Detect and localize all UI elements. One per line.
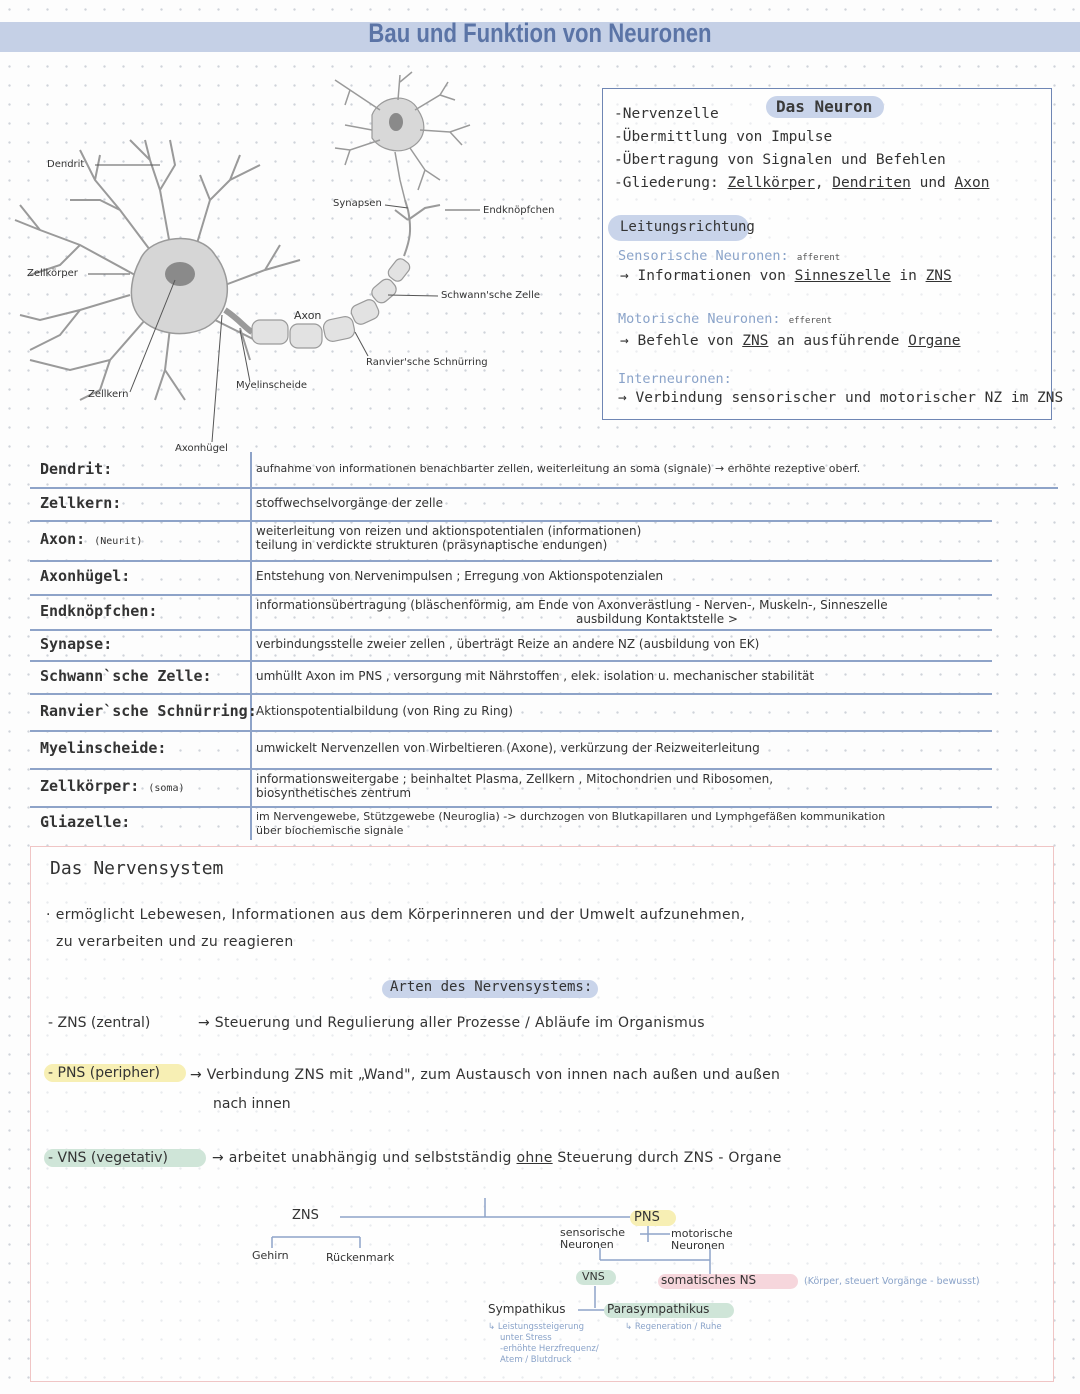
nervensystem-heading: Das Nervensystem xyxy=(50,858,224,879)
page-title: Bau und Funktion von Neuronen xyxy=(368,18,712,48)
label-zellkoerper: Zellkörper xyxy=(27,268,78,279)
myelin-segment xyxy=(322,315,356,343)
term-definition: umhüllt Axon im PNS , versorgung mit Nährstoffen , elek. isolation u. mechanischer stabilität xyxy=(256,668,815,683)
leitungsrichtung-heading: Leitungsrichtung xyxy=(620,219,755,235)
tree-vns: VNS xyxy=(582,1270,605,1283)
term-label: Ranvier`sche Schnürring: xyxy=(40,701,257,720)
term-label: Zellkern: xyxy=(40,493,122,512)
myelin-segment xyxy=(349,297,381,326)
row-separator xyxy=(30,594,992,596)
myelin-segment xyxy=(252,320,288,344)
tree-para-note: ↳ Regeneration / Ruhe xyxy=(625,1322,722,1332)
neuron-line-3: -Übertragung von Signalen und Befehlen xyxy=(614,152,946,168)
term-definition: Aktionspotentialbildung (von Ring zu Ring) xyxy=(256,703,513,718)
row-separator xyxy=(30,730,992,732)
pns-text-2: nach innen xyxy=(213,1096,291,1112)
pns-label: - PNS (peripher) xyxy=(48,1065,160,1081)
label-zellkern: Zellkern xyxy=(88,389,129,400)
term-definition: weiterleitung von reizen und aktionspotentialen (informationen) teilung in verdickte strukturen (präsynaptische endungen) xyxy=(256,524,642,552)
nervensystem-tree xyxy=(0,1190,1080,1320)
tree-zns: ZNS xyxy=(292,1208,319,1223)
term-label: Synapse: xyxy=(40,634,113,653)
term-label: Schwann`sche Zelle: xyxy=(40,666,212,685)
tree-symp-notes: ↳ Leistungssteigerung unter Stress -erhöhte Herzfrequenz/ Atem / Blutdruck xyxy=(488,1322,599,1365)
term-definition: informationsübertragung (bläschenförmig, am Ende von Axonverästlung - Nerven-, Muskeln-, Sinneszelle ausbildung Kontaktstelle > xyxy=(256,598,888,626)
nucleus xyxy=(165,262,195,286)
zns-label: - ZNS (zentral) xyxy=(48,1015,151,1031)
interneuronen-title: Interneuronen: xyxy=(618,371,732,387)
row-separator xyxy=(30,693,992,695)
neuron-gliederung: -Gliederung: Zellkörper, Dendriten und Axon xyxy=(614,175,990,191)
term-definition: im Nervengewebe, Stützgewebe (Neuroglia) -> durchzogen von Blutkapillaren und Lymphgefäßen kommunikation über biochemische signale xyxy=(256,810,886,837)
interneuronen-text: → Verbindung sensorischer und motorischer NZ im ZNS xyxy=(618,390,1064,406)
term-definition: informationsweitergabe ; beinhaltet Plasma, Zellkern , Mitochondrien und Ribosomen, biosynthetisches zentrum xyxy=(256,772,774,800)
upper-neuron-nucleus xyxy=(389,113,403,131)
term-label: Axonhügel: xyxy=(40,567,131,585)
zns-text: → Steuerung und Regulierung aller Prozesse / Abläufe im Organismus xyxy=(198,1015,705,1031)
tree-parasympathikus: Parasympathikus xyxy=(607,1302,710,1316)
tree-rueckenmark: Rückenmark xyxy=(326,1251,395,1264)
label-dendrit: Dendrit xyxy=(47,159,85,170)
neuron-diagram xyxy=(0,70,600,460)
sensorische-text: → Informationen von Sinneszelle in ZNS xyxy=(620,268,952,284)
neuron-line-2: -Übermittlung von Impulse xyxy=(614,129,833,145)
tree-somatisch-note: (Körper, steuert Vorgänge - bewusst) xyxy=(804,1276,980,1287)
motorische-title: Motorische Neuronen: efferent xyxy=(618,311,833,327)
ns-intro-1: · ermöglicht Lebewesen, Informationen aus dem Körperinneren und der Umwelt aufzunehmen, xyxy=(46,907,746,923)
row-separator xyxy=(30,520,992,522)
cell-body xyxy=(131,239,227,334)
term-definition: aufnahme von informationen benachbarter zellen, weiterleitung an soma (signale) → erhöhte rezeptive oberf. xyxy=(256,461,861,475)
term-label: Endknöpfchen: xyxy=(40,601,158,620)
tree-gehirn: Gehirn xyxy=(252,1249,289,1262)
neuron-line-1: -Nervenzelle xyxy=(614,106,719,122)
vns-text: → arbeitet unabhängig und selbstständig ohne Steuerung durch ZNS - Organe xyxy=(212,1150,782,1166)
label-synapsen: Synapsen xyxy=(333,198,382,209)
term-definition: Entstehung von Nervenimpulsen ; Erregung von Aktionspotenzialen xyxy=(256,569,664,583)
term-definition: umwickelt Nervenzellen von Wirbeltieren (Axone), verkürzung der Reizweiterleitung xyxy=(256,741,760,755)
row-separator xyxy=(30,487,1058,489)
tree-pns: PNS xyxy=(634,1210,660,1225)
tree-sympathikus: Sympathikus xyxy=(488,1302,566,1316)
row-separator xyxy=(30,806,992,808)
term-definition: verbindungsstelle zweier zellen , überträgt Reize an andere NZ (ausbildung von EK) xyxy=(256,636,760,651)
term-label: Gliazelle: xyxy=(40,813,131,831)
neuron-heading: Das Neuron xyxy=(776,97,873,116)
myelin-segment xyxy=(290,324,322,348)
term-label: Myelinscheide: xyxy=(40,739,167,757)
term-definition: stoffwechselvorgänge der zelle xyxy=(256,495,443,510)
row-separator xyxy=(30,560,992,562)
arten-heading: Arten des Nervensystems: xyxy=(390,979,593,995)
motorische-text: → Befehle von ZNS an ausführende Organe xyxy=(620,333,961,349)
row-separator xyxy=(30,768,992,770)
ns-intro-2: zu verarbeiten und zu reagieren xyxy=(56,934,294,950)
label-ranvier: Ranvier'sche Schnürring xyxy=(366,357,488,368)
label-endknoepfchen: Endknöpfchen xyxy=(483,205,555,216)
pns-text-1: → Verbindung ZNS mit „Wand", zum Austausch von innen nach außen und außen xyxy=(190,1067,781,1083)
tree-motorische: motorische Neuronen xyxy=(671,1227,733,1252)
term-label: Zellkörper: (soma) xyxy=(40,777,185,795)
row-separator xyxy=(30,660,992,662)
tree-somatisch: somatisches NS xyxy=(661,1273,757,1287)
vns-label: - VNS (vegetativ) xyxy=(48,1150,168,1166)
table-divider xyxy=(250,452,252,840)
label-axon: Axon xyxy=(294,309,322,322)
label-schwann: Schwann'sche Zelle xyxy=(441,290,541,301)
sensorische-title: Sensorische Neuronen: afferent xyxy=(618,248,841,264)
term-label: Dendrit: xyxy=(40,459,113,478)
label-axonhuegel: Axonhügel xyxy=(175,443,228,454)
label-myelinscheide: Myelinscheide xyxy=(236,380,308,391)
term-label: Axon: (Neurit) xyxy=(40,530,143,548)
tree-sensorische: sensorische Neuronen xyxy=(560,1226,626,1251)
row-separator xyxy=(30,629,992,631)
